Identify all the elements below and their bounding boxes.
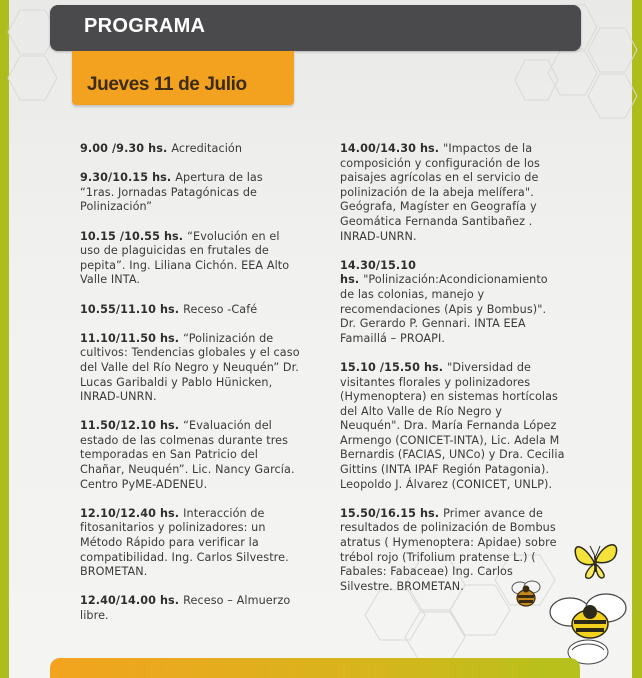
entry-text: Receso -Café [183,302,258,316]
schedule-entry [80,332,300,405]
program-header-bar [50,5,581,51]
schedule-entry [340,259,565,347]
entry-text: “Evaluación del estado de las colmenas durante tres temporadas en San Patricio del Chañar, Neuquén”. Lic. Nancy García. Centro PyME-ADENEU. [80,419,295,491]
entry-time: 11.50/12.10 hs. [80,419,180,433]
entry-text: “Polinización de cultivos: Tendencias globales y el caso del Valle del Río Negro y Neuquén” Dr. Lucas Garibaldi y Pablo Hünicken, INRAD-UNRN. [80,331,300,404]
date-label: Jueves 11 de Julio [87,74,247,95]
schedule-entry [80,142,300,157]
schedule-entry [80,419,300,492]
schedule-entry [80,594,300,623]
schedule-entry [80,230,300,288]
schedule-entry [340,142,565,244]
entry-text: Acreditación [171,142,243,155]
entry-time: 9.30/10.15 hs. [80,171,172,185]
program-title: PROGRAMA [84,15,206,37]
entry-time: 10.15 /10.55 hs. [80,229,184,243]
schedule-entry [80,303,300,318]
butterfly-icon [570,538,622,586]
bee-icon [508,578,546,614]
entry-time: 14.00/14.30 hs. [340,142,440,155]
entry-text: Apertura de las “1ras. Jornadas Patagónicas de Polinización” [80,171,263,214]
schedule-entry [80,507,300,580]
entry-time: 9.00 /9.30 hs. [80,142,168,155]
entry-time: 10.55/11.10 hs. [80,302,180,316]
entry-text: Receso – Almuerzo libre. [80,594,291,622]
entry-text: "Impactos de la composición y configuración de los paisajes agrícolas en el servicio de polinización de la abeja melífera". Geógrafa, Magíster en Geografía y Geomática Fernanda Santibañez . INRAD-UNRN. [340,142,540,243]
entry-text: Interacción de fitosanitarios y polinizadores: un Método Rápido para verificar la compatibilidad. Ing. Carlos Silvestre. BROMETAN. [80,506,289,579]
entry-text: “Evolución en el uso de plaguicidas en frutales de pepita”. Ing. Liliana Cichón. EEA Alto Valle INTA. [80,229,290,287]
schedule-entry [340,361,565,492]
entry-text: "Polinización:Acondicionamiento de las colonias, manejo y recomendaciones (Apis y Bombus)". Dr. Gerardo P. Gennari. INTA EEA Famaillá – PROAPI. [340,273,548,345]
schedule-entry [80,171,300,215]
schedule-right-column [340,142,565,609]
entry-text: "Diversidad de visitantes florales y polinizadores (Hymenoptera) en sistemas hortícolas del Alto Valle de Río Negro y Neuquén". Dra. María Fernanda López Armengo (CONICET-INTA), Lic. Adela M Bernardis (FACIAS, UNCo) y Dra. Cecilia Gittins (INTA IPAF Región Patagonia). Leopoldo J. Álvarez (CONICET, UNLP). [340,360,565,491]
schedule-left-column [80,142,300,638]
bottom-accent-strip [50,658,580,678]
entry-time: 15.10 /15.50 hs. [340,360,444,374]
entry-time: 14.30/15.10 hs. [340,258,416,287]
date-tab [72,51,294,105]
entry-time: 11.10/11.50 hs. [80,331,180,345]
entry-time: 15.50/16.15 hs. [340,506,440,520]
entry-time: 12.40/14.00 hs. [80,594,180,608]
entry-text: Primer avance de resultados de polinización de Bombus atratus ( Hymenoptera: Apidae) sobre trébol rojo (Trifolium pratense L.) ( Fabales: Fabaceae) Ing. Carlos Silvestre. BROMETAN. [340,506,557,593]
entry-time: 12.10/12.40 hs. [80,506,180,520]
